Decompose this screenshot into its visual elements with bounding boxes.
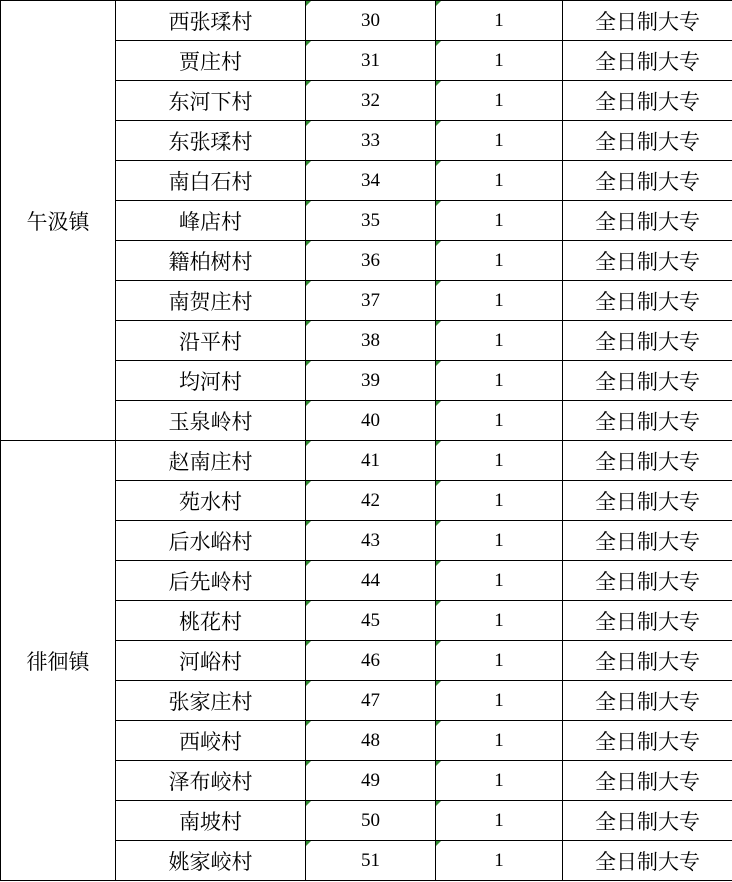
- education-cell: 全日制大专: [563, 521, 732, 561]
- village-cell: 东张瑈村: [116, 121, 306, 161]
- seq-cell: 51: [306, 841, 436, 881]
- seq-cell: 42: [306, 481, 436, 521]
- education-cell: 全日制大专: [563, 481, 732, 521]
- seq-cell: 50: [306, 801, 436, 841]
- village-cell: 沿平村: [116, 321, 306, 361]
- table-row: [1, 1, 732, 41]
- village-cell: 泽布峧村: [116, 761, 306, 801]
- seq-cell: 36: [306, 241, 436, 281]
- village-cell: 张家庄村: [116, 681, 306, 721]
- table-body: [1, 1, 732, 881]
- village-cell: 东河下村: [116, 81, 306, 121]
- seq-cell: 35: [306, 201, 436, 241]
- village-cell: 后水峪村: [116, 521, 306, 561]
- education-cell: 全日制大专: [563, 681, 732, 721]
- village-cell: 贾庄村: [116, 41, 306, 81]
- village-cell: 南白石村: [116, 161, 306, 201]
- count-cell: 1: [436, 321, 563, 361]
- education-cell: 全日制大专: [563, 41, 732, 81]
- count-cell: 1: [436, 601, 563, 641]
- village-cell: 苑水村: [116, 481, 306, 521]
- village-cell: 玉泉岭村: [116, 401, 306, 441]
- education-cell: 全日制大专: [563, 81, 732, 121]
- seq-cell: 48: [306, 721, 436, 761]
- count-cell: 1: [436, 521, 563, 561]
- count-cell: 1: [436, 641, 563, 681]
- village-cell: 南贺庄村: [116, 281, 306, 321]
- seq-cell: 32: [306, 81, 436, 121]
- seq-cell: 40: [306, 401, 436, 441]
- village-cell: 桃花村: [116, 601, 306, 641]
- seq-cell: 43: [306, 521, 436, 561]
- town-cell: 午汲镇: [1, 1, 116, 441]
- education-cell: 全日制大专: [563, 801, 732, 841]
- count-cell: 1: [436, 1, 563, 41]
- seq-cell: 39: [306, 361, 436, 401]
- count-cell: 1: [436, 681, 563, 721]
- count-cell: 1: [436, 81, 563, 121]
- count-cell: 1: [436, 841, 563, 881]
- seq-cell: 33: [306, 121, 436, 161]
- education-cell: 全日制大专: [563, 321, 732, 361]
- education-cell: 全日制大专: [563, 721, 732, 761]
- education-cell: 全日制大专: [563, 441, 732, 481]
- count-cell: 1: [436, 281, 563, 321]
- seq-cell: 31: [306, 41, 436, 81]
- education-cell: 全日制大专: [563, 1, 732, 41]
- education-cell: 全日制大专: [563, 281, 732, 321]
- seq-cell: 45: [306, 601, 436, 641]
- count-cell: 1: [436, 361, 563, 401]
- seq-cell: 47: [306, 681, 436, 721]
- count-cell: 1: [436, 761, 563, 801]
- village-cell: 籍柏树村: [116, 241, 306, 281]
- count-cell: 1: [436, 721, 563, 761]
- seq-cell: 49: [306, 761, 436, 801]
- education-cell: 全日制大专: [563, 641, 732, 681]
- education-cell: 全日制大专: [563, 561, 732, 601]
- village-cell: 赵南庄村: [116, 441, 306, 481]
- village-cell: 西张瑈村: [116, 1, 306, 41]
- count-cell: 1: [436, 161, 563, 201]
- seq-cell: 30: [306, 1, 436, 41]
- village-cell: 峰店村: [116, 201, 306, 241]
- seq-cell: 41: [306, 441, 436, 481]
- seq-cell: 34: [306, 161, 436, 201]
- village-cell: 河峪村: [116, 641, 306, 681]
- count-cell: 1: [436, 201, 563, 241]
- education-cell: 全日制大专: [563, 361, 732, 401]
- seq-cell: 38: [306, 321, 436, 361]
- count-cell: 1: [436, 401, 563, 441]
- village-cell: 姚家峧村: [116, 841, 306, 881]
- count-cell: 1: [436, 561, 563, 601]
- village-cell: 西峧村: [116, 721, 306, 761]
- education-cell: 全日制大专: [563, 201, 732, 241]
- village-cell: 南坡村: [116, 801, 306, 841]
- count-cell: 1: [436, 41, 563, 81]
- seq-cell: 44: [306, 561, 436, 601]
- table-row: [1, 441, 732, 481]
- village-cell: 后先岭村: [116, 561, 306, 601]
- count-cell: 1: [436, 441, 563, 481]
- count-cell: 1: [436, 121, 563, 161]
- education-cell: 全日制大专: [563, 601, 732, 641]
- count-cell: 1: [436, 801, 563, 841]
- village-cell: 均河村: [116, 361, 306, 401]
- education-cell: 全日制大专: [563, 841, 732, 881]
- education-cell: 全日制大专: [563, 401, 732, 441]
- education-cell: 全日制大专: [563, 161, 732, 201]
- seq-cell: 37: [306, 281, 436, 321]
- count-cell: 1: [436, 241, 563, 281]
- education-cell: 全日制大专: [563, 121, 732, 161]
- education-cell: 全日制大专: [563, 241, 732, 281]
- education-cell: 全日制大专: [563, 761, 732, 801]
- seq-cell: 46: [306, 641, 436, 681]
- count-cell: 1: [436, 481, 563, 521]
- town-cell: 徘徊镇: [1, 441, 116, 881]
